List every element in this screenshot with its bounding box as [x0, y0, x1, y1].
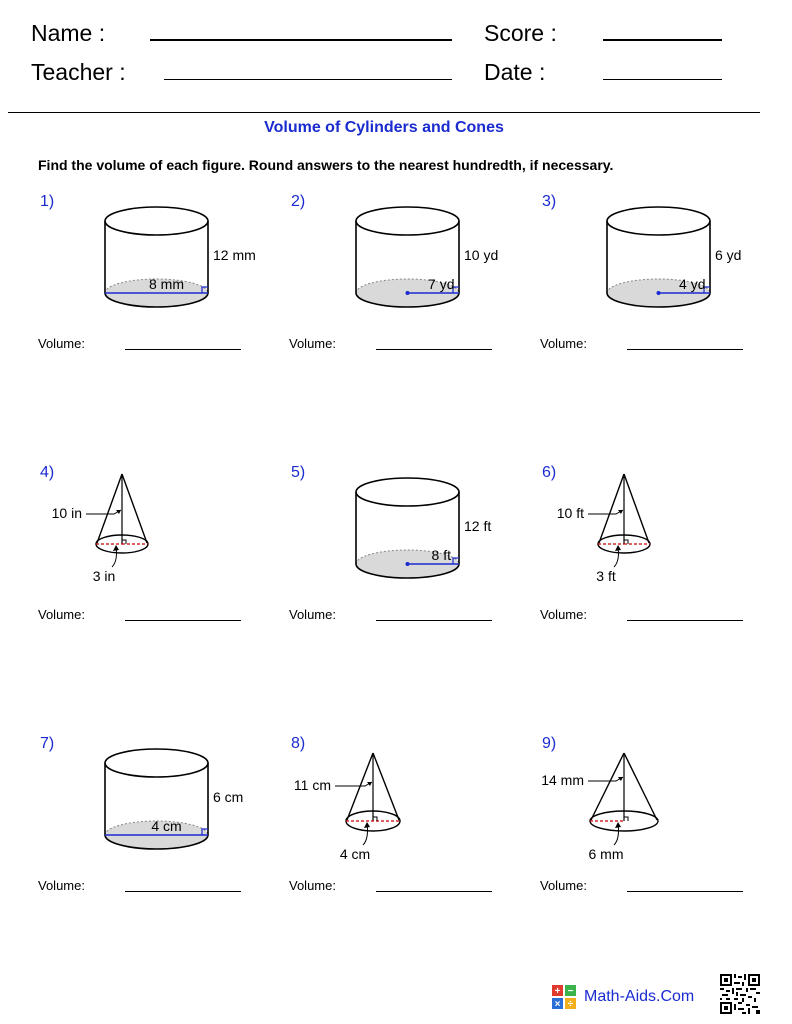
score-field-line[interactable] — [603, 39, 722, 41]
height-dimension-label: 10 ft — [556, 505, 584, 521]
base-dimension-label: 8 ft — [431, 547, 451, 563]
base-dimension-label: 4 cm — [151, 818, 182, 834]
problem-number: 6) — [542, 464, 557, 481]
problem-number: 3) — [542, 193, 557, 210]
volume-answer-line[interactable] — [125, 349, 241, 350]
cylinder-figure — [341, 474, 541, 614]
name-field-line[interactable] — [150, 39, 452, 41]
volume-label: Volume: — [38, 878, 85, 893]
teacher-label: Teacher : — [31, 59, 126, 85]
height-dimension-label: 6 yd — [715, 247, 742, 263]
volume-label: Volume: — [289, 607, 336, 622]
svg-text:−: − — [567, 986, 574, 997]
volume-label: Volume: — [540, 336, 587, 351]
problem-number: 5) — [291, 464, 306, 481]
cylinder-figure — [90, 745, 290, 885]
svg-text:÷: ÷ — [567, 999, 574, 1010]
qr-code-icon — [720, 974, 760, 1014]
volume-label: Volume: — [38, 607, 85, 622]
header-divider — [8, 112, 760, 113]
cylinder-figure — [90, 203, 290, 343]
base-dimension-label: 7 yd — [428, 276, 455, 292]
height-dimension-label: 12 mm — [213, 247, 256, 263]
cone-figure — [51, 474, 290, 614]
volume-label: Volume: — [289, 878, 336, 893]
volume-answer-line[interactable] — [125, 620, 241, 621]
problem-number: 2) — [291, 193, 306, 210]
svg-text:+: + — [554, 986, 561, 997]
height-dimension-label: 11 cm — [293, 777, 331, 793]
height-dimension-label: 6 cm — [213, 789, 244, 805]
teacher-field-line[interactable] — [164, 79, 452, 80]
volume-label: Volume: — [289, 336, 336, 351]
cone-figure — [293, 745, 541, 885]
volume-label: Volume: — [540, 878, 587, 893]
volume-answer-line[interactable] — [376, 620, 492, 621]
date-field-line[interactable] — [603, 79, 722, 80]
volume-label: Volume: — [540, 607, 587, 622]
svg-text:×: × — [554, 999, 561, 1010]
height-dimension-label: 10 in — [51, 505, 82, 521]
footer-site-link[interactable]: Math-Aids.Com — [584, 988, 695, 1005]
base-dimension-label: 8 mm — [149, 276, 184, 292]
problem-number: 9) — [542, 735, 557, 752]
instructions: Find the volume of each figure. Round answers to the nearest hundredth, if necessary. — [38, 157, 614, 173]
volume-answer-line[interactable] — [376, 891, 492, 892]
problem-number: 8) — [291, 735, 306, 752]
height-dimension-label: 14 mm — [541, 772, 584, 788]
date-label: Date : — [484, 59, 546, 85]
volume-answer-line[interactable] — [125, 891, 241, 892]
calculator-icon — [552, 985, 576, 1009]
cone-figure — [556, 474, 792, 614]
volume-answer-line[interactable] — [627, 620, 743, 621]
volume-answer-line[interactable] — [627, 891, 743, 892]
volume-answer-line[interactable] — [627, 349, 743, 350]
volume-label: Volume: — [38, 336, 85, 351]
problem-number: 7) — [40, 735, 55, 752]
cylinder-figure — [592, 203, 792, 343]
base-dimension-label: 3 ft — [596, 568, 616, 584]
height-dimension-label: 10 yd — [464, 247, 499, 263]
base-dimension-label: 6 mm — [588, 846, 624, 862]
problem-number: 4) — [40, 464, 55, 481]
score-label: Score : — [484, 20, 557, 46]
volume-answer-line[interactable] — [376, 349, 492, 350]
name-label: Name : — [31, 20, 106, 46]
base-dimension-label: 3 in — [92, 568, 116, 584]
base-dimension-label: 4 yd — [679, 276, 706, 292]
page-title: Volume of Cylinders and Cones — [264, 119, 504, 136]
base-dimension-label: 4 cm — [339, 846, 371, 862]
cylinder-figure — [341, 203, 541, 343]
problem-number: 1) — [40, 193, 55, 210]
cone-figure — [541, 745, 792, 885]
height-dimension-label: 12 ft — [464, 518, 492, 534]
